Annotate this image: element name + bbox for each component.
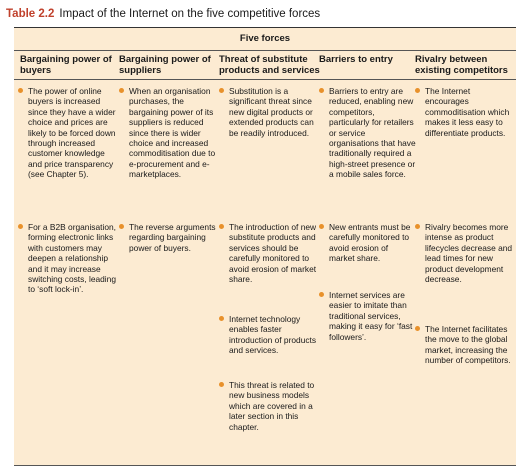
column-header-barriers: Barriers to entry [319,54,393,65]
bullet-icon [119,88,124,93]
bullet-icon [415,326,420,331]
bullet-icon [415,88,420,93]
bullet-icon [119,224,124,229]
rivalry-point-1: The Internet encourages commoditisation which makes it less easy to differentiate products. [415,86,514,138]
column-header-suppliers: Bargaining power of suppliers [119,54,211,76]
bullet-icon [18,88,23,93]
bullet-icon [219,224,224,229]
substitutes-point-1: Substitution is a significant threat since new digital products or extended products can be readily introduced. [219,86,318,138]
column-header-substitutes: Threat of substitute products and services [219,54,320,76]
bullet-icon [319,88,324,93]
barriers-point-1: Barriers to entry are reduced, enabling new competitors, particularly for retailers or service organisations that have traditionally required a high-street presence or a mobile sales force. [319,86,416,180]
column-header-rivalry: Rivalry between existing competitors [415,54,508,76]
suppliers-point-2: The reverse arguments regarding bargaining power of buyers. [119,222,218,253]
bullet-icon [319,292,324,297]
bottom-rule [14,465,516,466]
five-forces-table [14,28,516,466]
suppliers-point-1: When an organisation purchases, the bargaining power of its suppliers is reduced since there is wider choice and increased commoditisation due to e-procurement and e-marketplaces. [119,86,218,180]
header-rule [14,79,516,80]
bullet-icon [219,382,224,387]
group-header: Five forces [239,33,291,44]
substitutes-point-2: The introduction of new substitute products and services should be carefully monitored to avoid erosion of market share. [219,222,318,284]
bullet-icon [219,88,224,93]
bullet-icon [415,224,420,229]
barriers-point-3: Internet services are easier to imitate than traditional services, making it easy for ‘fast followers’. [319,290,416,342]
substitutes-point-4: This threat is related to new business models which are covered in a later section in this chapter. [219,380,318,432]
table-title: Impact of the Internet on the five competitive forces [59,8,321,20]
table-caption [6,7,320,21]
table-number: Table 2.2 [6,8,55,20]
rivalry-point-2: Rivalry becomes more intense as product lifecycles decrease and lead times for new product development decrease. [415,222,514,284]
barriers-point-2: New entrants must be carefully monitored to avoid erosion of market share. [319,222,416,264]
rivalry-point-3: The Internet facilitates the move to the global market, increasing the number of competitors. [415,324,514,366]
substitutes-point-3: Internet technology enables faster introduction of products and services. [219,314,318,356]
bullet-icon [219,316,224,321]
bullet-icon [319,224,324,229]
column-header-buyers: Bargaining power of buyers [20,54,112,76]
group-header-rule [14,50,516,51]
buyers-point-2: For a B2B organisation, forming electronic links with customers may deepen a relationship and it may increase switching costs, leading to ‘soft lock-in’. [18,222,117,295]
bullet-icon [18,224,23,229]
buyers-point-1: The power of online buyers is increased since they have a wider choice and prices are likely to be forced down through increased customer knowledge and price transparency (see Chapter 5). [18,86,117,180]
